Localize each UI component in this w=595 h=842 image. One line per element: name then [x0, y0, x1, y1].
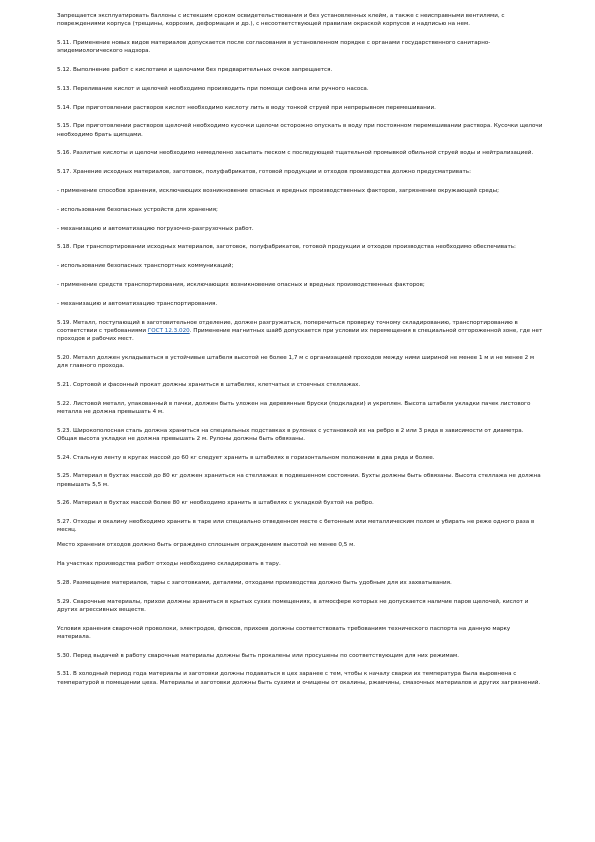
paragraph-5-25: 5.25. Материал в бухтах массой до 80 кг должен храниться на стеллажах в подвешенном состоянии. Бухты должны быть обвязаны. Высота стеллажа не должна превышать 5,5 м. [57, 473, 541, 488]
paragraph-5-22: 5.22. Листовой металл, упакованный в пачки, должен быть уложен на деревянные бруски (подкладки) и укреплен. Высота штабеля укладки пачек листового металла не должна превышать 4 м. [57, 400, 531, 415]
list-item: - применение способов хранения, исключающих возникновение опасных и вредных производственных факторов, загрязнение окружающей среды; [57, 187, 499, 194]
list-item: - использование безопасных транспортных коммуникаций; [57, 263, 234, 270]
paragraph-5-18: 5.18. При транспортировании исходных материалов, заготовок, полуфабрикатов, готовой продукции и отходов производства необходимо обеспечивать: [57, 244, 516, 251]
paragraph: Запрещается эксплуатировать баллоны с истекшим сроком освидетельствования и без установленных клейм, а также с неисправными вентилями, с повреждениями корпуса (трещины, коррозия, деформация и др.), с несоответствующей правилам окраской корпусов и надписью на нем. [57, 13, 505, 28]
paragraph-5-23: 5.23. Широкополосная сталь должна храниться на специальных подставках в рулонах с установкой их на ребро в 2 или 3 ряда в зависимости от диаметра. Общая высота укладки не должна превышать 2 м. Рулоны должны быть обвязаны. [57, 427, 524, 442]
list-item: - механизацию и автоматизацию транспортирования. [57, 300, 218, 307]
paragraph-5-28: 5.28. Размещение материалов, тары с заготовками, деталями, отходами производства должно быть удобным для их захватывания. [57, 579, 452, 586]
paragraph-5-17: 5.17. Хранение исходных материалов, заготовок, полуфабрикатов, готовой продукции и отходов производства должно предусматривать: [57, 169, 471, 176]
paragraph: На участках производства работ отходы необходимо складировать в тару. [57, 560, 281, 567]
paragraph-5-30: 5.30. Перед выдачей в работу сварочные материалы должны быть прокалены или просушены по соответствующим для них режимам. [57, 652, 460, 659]
paragraph-5-21: 5.21. Сортовой и фасонный прокат должны храниться в штабелях, клетчатых и стоечных стеллажах. [57, 381, 361, 388]
paragraph-5-24: 5.24. Стальную ленту в кругах массой до 60 кг следует хранить в штабелях в горизонтальном положении в два ряда и более. [57, 454, 435, 461]
paragraph-5-31: 5.31. В холодный период года материалы и заготовки должны подаваться в цех заранее с тем, чтобы к началу сварки их температура была выровнена с температурой в помещении цеха. Материалы и заготовки должны быть сухими и очищены от окалины, ржавчины, смазочных материалов и других загрязнений. [57, 671, 541, 686]
paragraph-5-27: 5.27. Отходы и окалину необходимо хранить в таре или специально отведенном месте с бетонным или металлическим полом и убирать не реже одного раза в месяц. [57, 519, 535, 534]
list-item: - использование безопасных устройств для хранения; [57, 206, 218, 213]
list-item: - механизацию и автоматизацию погрузочно-разгрузочных работ. [57, 225, 254, 232]
paragraph-text: . Применение магнитных шайб допускается при условии их перемещения в специальной отгороженной зоне, где нет проходов и рабочих мест. [57, 327, 543, 342]
document-page [57, 12, 545, 697]
paragraph: Условия хранения сварочной проволоки, электродов, флюсов, прихоев должны соответствовать требованиям технического паспорта на данную марку материала. [57, 625, 511, 640]
paragraph-5-26: 5.26. Материал в бухтах массой более 80 кг необходимо хранить в штабелях с укладкой бухтой на ребро. [57, 500, 374, 507]
paragraph-5-19 [57, 319, 545, 344]
paragraph-5-29: 5.29. Сварочные материалы, прихои должны храниться в крытых сухих помещениях, в атмосфере которых не допускается наличие паров щелочей, кислот и других агрессивных веществ. [57, 598, 529, 613]
paragraph-5-12: 5.12. Выполнение работ с кислотами и щелочами без предварительных очков запрещается. [57, 67, 333, 73]
paragraph-text: 5.19. Металл, поступающий в заготовительное отделение, должен разгружаться, поперечиться проверку точному складированию, транспортированию в соответствии с требованиями [57, 319, 518, 334]
paragraph-5-13: 5.13. Переливание кислот и щелочей необходимо производить при помощи сифона или ручного насоса. [57, 85, 369, 92]
paragraph-5-11: 5.11. Применение новых видов материалов допускается после согласования в установленном порядке с органами государственного санитарно-эпидемиологического надзора. [57, 40, 491, 55]
paragraph: Место хранения отходов должно быть ограждено сплошным ограждением высотой не менее 0,5 м. [57, 542, 356, 549]
paragraph-5-15: 5.15. При приготовлении растворов щелочей необходимо кусочки щелочи осторожно опускать в воду при постоянном перемешивании раствора. Кусочки щелочи необходимо брать щипцами. [57, 123, 543, 138]
paragraph-5-16: 5.16. Разлитые кислоты и щелочи необходимо немедленно засыпать песком с последующей тщательной промывкой обильной струей воды и нейтрализацией. [57, 150, 534, 157]
paragraph-5-20: 5.20. Металл должен укладываться в устойчивые штабеля высотой не более 1,7 м с организацией проходов между ними шириной не менее 1 м и не менее 2 м для главного прохода. [57, 354, 535, 369]
list-item: - применение средств транспортирования, исключающих возникновение опасных и вредных производственных факторов; [57, 281, 425, 288]
paragraph-5-14: 5.14. При приготовлении растворов кислот необходимо кислоту лить в воду тонкой струей при непрерывном перемешивании. [57, 104, 436, 111]
gost-link[interactable]: ГОСТ 12.3.020 [147, 327, 190, 334]
